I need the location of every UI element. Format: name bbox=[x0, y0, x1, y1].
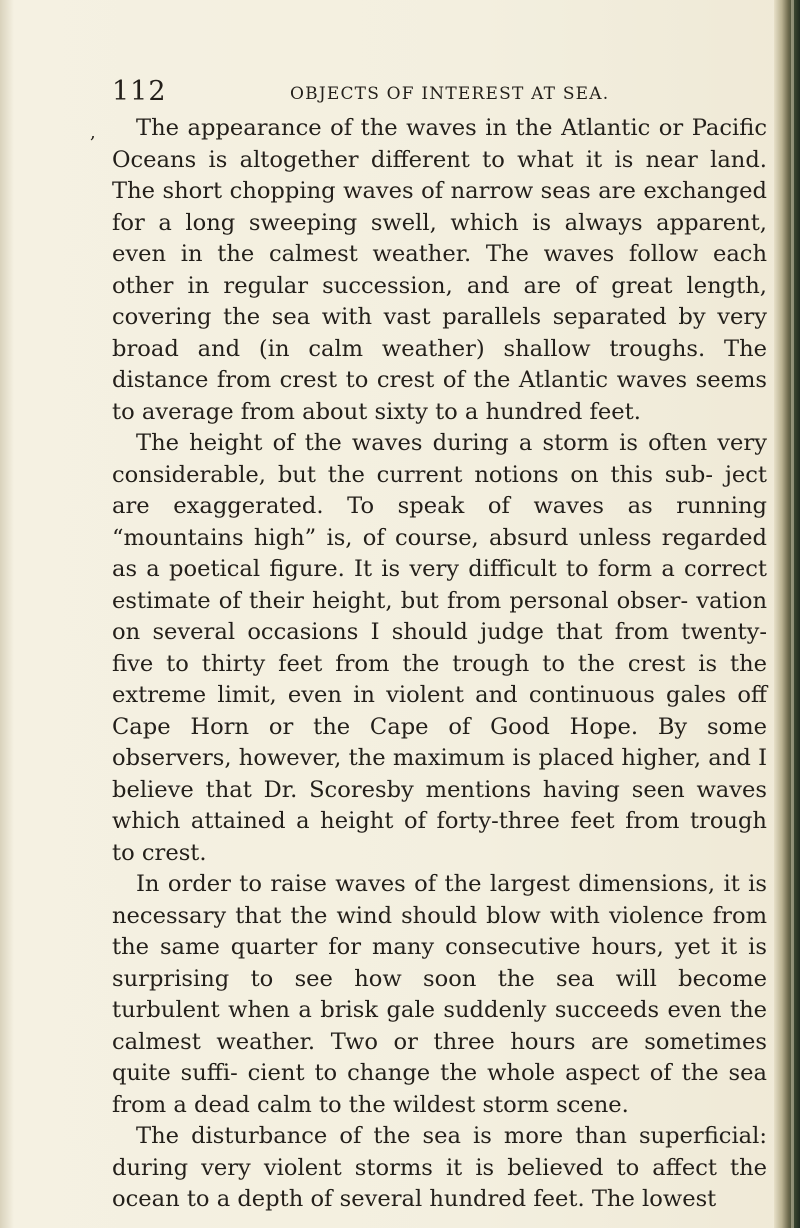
body-text bbox=[112, 113, 767, 1216]
edge-stripe bbox=[791, 0, 794, 1228]
paragraph-disturbance-depth: The disturbance of the sea is more than superficial: during very violent storms it is believed to affect the ocean to a depth of several hundred feet. The lowest bbox=[112, 1123, 767, 1212]
page-number: 112 bbox=[112, 76, 167, 107]
running-head: OBJECTS OF INTEREST AT SEA. bbox=[290, 84, 610, 104]
page-header bbox=[0, 76, 800, 106]
paragraph-raising-waves: In order to raise waves of the largest dimensions, it is necessary that the wind should blow with violence from the same quarter for many consecutive hours, yet it is surprising to see how soon the sea will become turbulent when a brisk gale suddenly succeeds even the calmest weather. Two or three hours are sometimes quite suffi- cient to change the whole aspect of the sea from a dead calm to the wildest storm scene. bbox=[112, 871, 767, 1118]
stray-mark: , bbox=[90, 122, 96, 143]
gutter-shadow bbox=[0, 0, 14, 1228]
book-edge bbox=[774, 0, 800, 1228]
paragraph-waves-appearance: The appearance of the waves in the Atlantic or Pacific Oceans is altogether different to what it is near land. The short chopping waves of narrow seas are exchanged for a long sweeping swell, which is always apparent, even in the calmest weather. The waves follow each other in regular succession, and are of great length, covering the sea with vast parallels separated by very broad and (in calm weather) shallow troughs. The distance from crest to crest of the Atlantic waves seems to average from about sixty to a hundred feet. bbox=[112, 115, 767, 425]
paragraph-waves-height: The height of the waves during a storm is often very considerable, but the current notions on this sub- ject are exaggerated. To speak of waves as running “mountains high” is, of course, absurd unless regarded as a poetical figure. It is very difficult to form a correct estimate of their height, but from personal obser- vation on several occasions I should judge that from twenty-five to thirty feet from the trough to the crest is the extreme limit, even in violent and continuous gales off Cape Horn or the Cape of Good Hope. By some observers, however, the maximum is placed higher, and I believe that Dr. Scoresby mentions having seen waves which attained a height of forty-three feet from trough to crest. bbox=[112, 430, 767, 866]
